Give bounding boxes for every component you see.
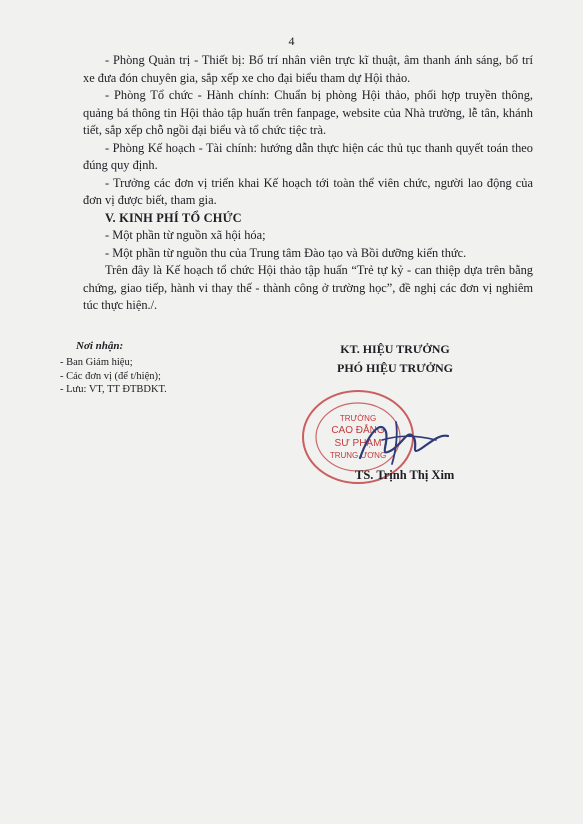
page-number: 4 [288,34,295,48]
stamp-line-1: TRƯỜNG [339,414,377,423]
handwritten-signature [352,410,452,470]
stamp-line-3: SƯ PHẠM [334,438,382,449]
stamp-line-4: TRUNG ƯƠNG [329,451,387,460]
paragraph-quan-tri: - Phòng Quản trị - Thiết bị: Bố trí nhân viên trực kĩ thuật, âm thanh ánh sáng, bố trí xe đưa đón chuyên gia, sắp xếp xe cho đại biểu tham dự Hội thảo. [83,53,533,85]
recipients-block [60,340,167,397]
paragraph-nguon-thu: - Một phần từ nguồn thu của Trung tâm Đào tạo và Bồi dưỡng kiến thức. [105,245,467,260]
paragraph-nguon-xa-hoi: - Một phần từ nguồn xã hội hóa; [105,228,266,242]
paragraph-closing: Trên đây là Kế hoạch tổ chức Hội thảo tập huấn “Trẻ tự kỷ - can thiệp dựa trên bằng chứng, giao tiếp, hành vi thay thế - thành công ở trường học”, đề nghị các đơn vị nghiêm túc thực hiện./. [83,263,533,312]
recipients-label: Nơi nhận: [76,340,124,352]
stamp-line-2: CAO ĐẲNG [331,425,385,436]
paragraph-truong-don-vi: - Trưởng các đơn vị triển khai Kế hoạch tới toàn thể viên chức, người lao động của đơn vị được biết, tham gia. [83,175,533,207]
recipient-item: - Các đơn vị (để t/hiện); [60,370,161,382]
signature-title-block [300,340,490,378]
signer-name: TS. Trịnh Thị Xim [355,468,455,482]
document-body [83,52,533,315]
paragraph-to-chuc: - Phòng Tổ chức - Hành chính: Chuẩn bị phòng Hội thảo, phối hợp truyền thông, quảng bá thông tin Hội thảo tập huấn trên fanpage, website của Nhà trường, lễ tân, khánh tiết, sắp xếp chỗ ngồi đại biểu và tổ chức tiệc trà. [83,88,533,137]
signature-title-1: KT. HIỆU TRƯỞNG [340,342,450,356]
paragraph-ke-hoach: - Phòng Kế hoạch - Tài chính: hướng dẫn thực hiện các thủ tục thanh quyết toán theo đúng quy định. [83,140,533,172]
recipient-item: - Lưu: VT, TT ĐTBDKT. [60,384,167,396]
recipient-item: - Ban Giám hiệu; [60,356,133,368]
signature-title-2: PHÓ HIỆU TRƯỞNG [336,361,453,375]
section-heading-kinh-phi: V. KINH PHÍ TỔ CHỨC [105,210,242,225]
